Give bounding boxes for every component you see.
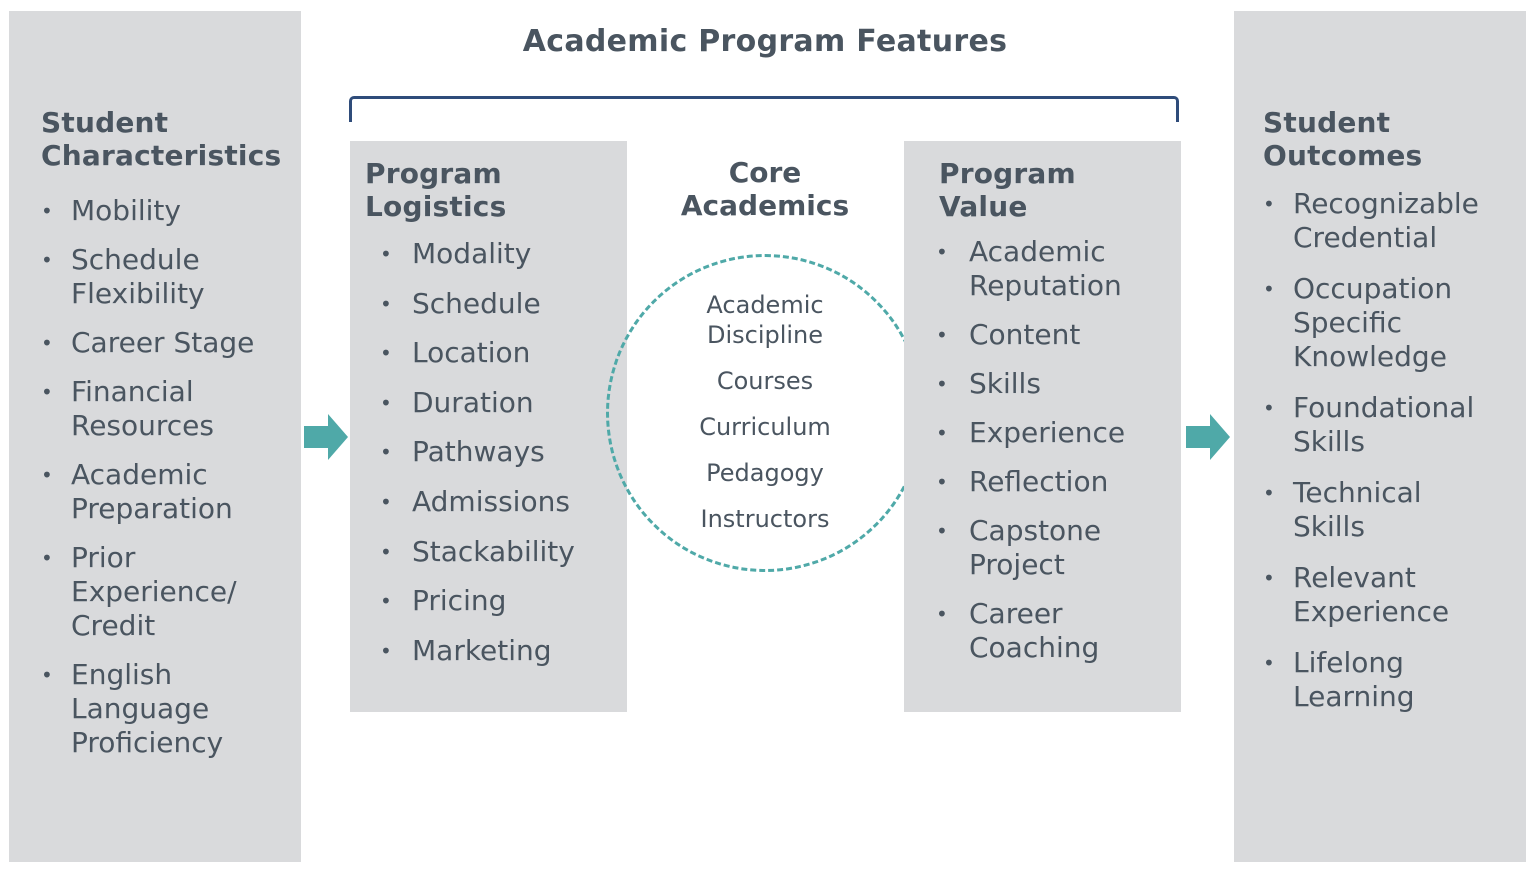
features-bracket — [349, 96, 1179, 122]
list-item: • Reflection — [936, 465, 1186, 499]
core-academics-list — [640, 290, 890, 550]
list-item: Pedagogy — [706, 459, 824, 487]
list-item: • English Language Proficiency — [41, 658, 296, 760]
list-item: • Location — [380, 336, 630, 370]
student-characteristics-title: Student Characteristics — [41, 106, 282, 172]
list-item: • Pathways — [380, 435, 630, 469]
list-item: • Prior Experience/ Credit — [41, 541, 296, 643]
list-item: Curriculum — [699, 413, 831, 441]
list-item: • Schedule Flexibility — [41, 243, 296, 311]
student-outcomes-list — [1263, 187, 1523, 731]
program-value-title: Program Value — [939, 157, 1076, 223]
list-item: • Career Coaching — [936, 597, 1186, 665]
list-item: • Experience — [936, 416, 1186, 450]
list-item: • Career Stage — [41, 326, 296, 360]
arrow-right-icon — [1186, 414, 1230, 460]
list-item: • Duration — [380, 386, 630, 420]
list-item: • Mobility — [41, 194, 296, 228]
list-item: • Occupation Specific Knowledge — [1263, 272, 1523, 374]
list-item: • Admissions — [380, 485, 630, 519]
list-item: • Content — [936, 318, 1186, 352]
list-item: • Schedule — [380, 287, 630, 321]
list-item: • Modality — [380, 237, 630, 271]
list-item: Instructors — [700, 505, 830, 533]
student-characteristics-list — [41, 194, 296, 775]
core-academics-title: Core Academics — [680, 156, 850, 222]
arrow-right-icon — [304, 414, 348, 460]
list-item: • Relevant Experience — [1263, 561, 1523, 629]
program-logistics-title: Program Logistics — [365, 157, 507, 223]
diagram-title: Academic Program Features — [522, 24, 1008, 59]
list-item: • Financial Resources — [41, 375, 296, 443]
list-item: • Technical Skills — [1263, 476, 1523, 544]
list-item: • Pricing — [380, 584, 630, 618]
list-item: • Lifelong Learning — [1263, 646, 1523, 714]
list-item: • Skills — [936, 367, 1186, 401]
list-item: • Stackability — [380, 535, 630, 569]
list-item: • Recognizable Credential — [1263, 187, 1523, 255]
student-outcomes-title: Student Outcomes — [1263, 106, 1423, 172]
list-item: • Foundational Skills — [1263, 391, 1523, 459]
list-item: Academic Discipline — [706, 291, 824, 349]
list-item: • Academic Reputation — [936, 235, 1186, 303]
list-item: • Marketing — [380, 634, 630, 668]
program-logistics-list — [380, 237, 630, 683]
list-item: • Academic Preparation — [41, 458, 296, 526]
program-value-list — [936, 235, 1186, 680]
list-item: Courses — [716, 367, 814, 395]
list-item: • Capstone Project — [936, 514, 1186, 582]
